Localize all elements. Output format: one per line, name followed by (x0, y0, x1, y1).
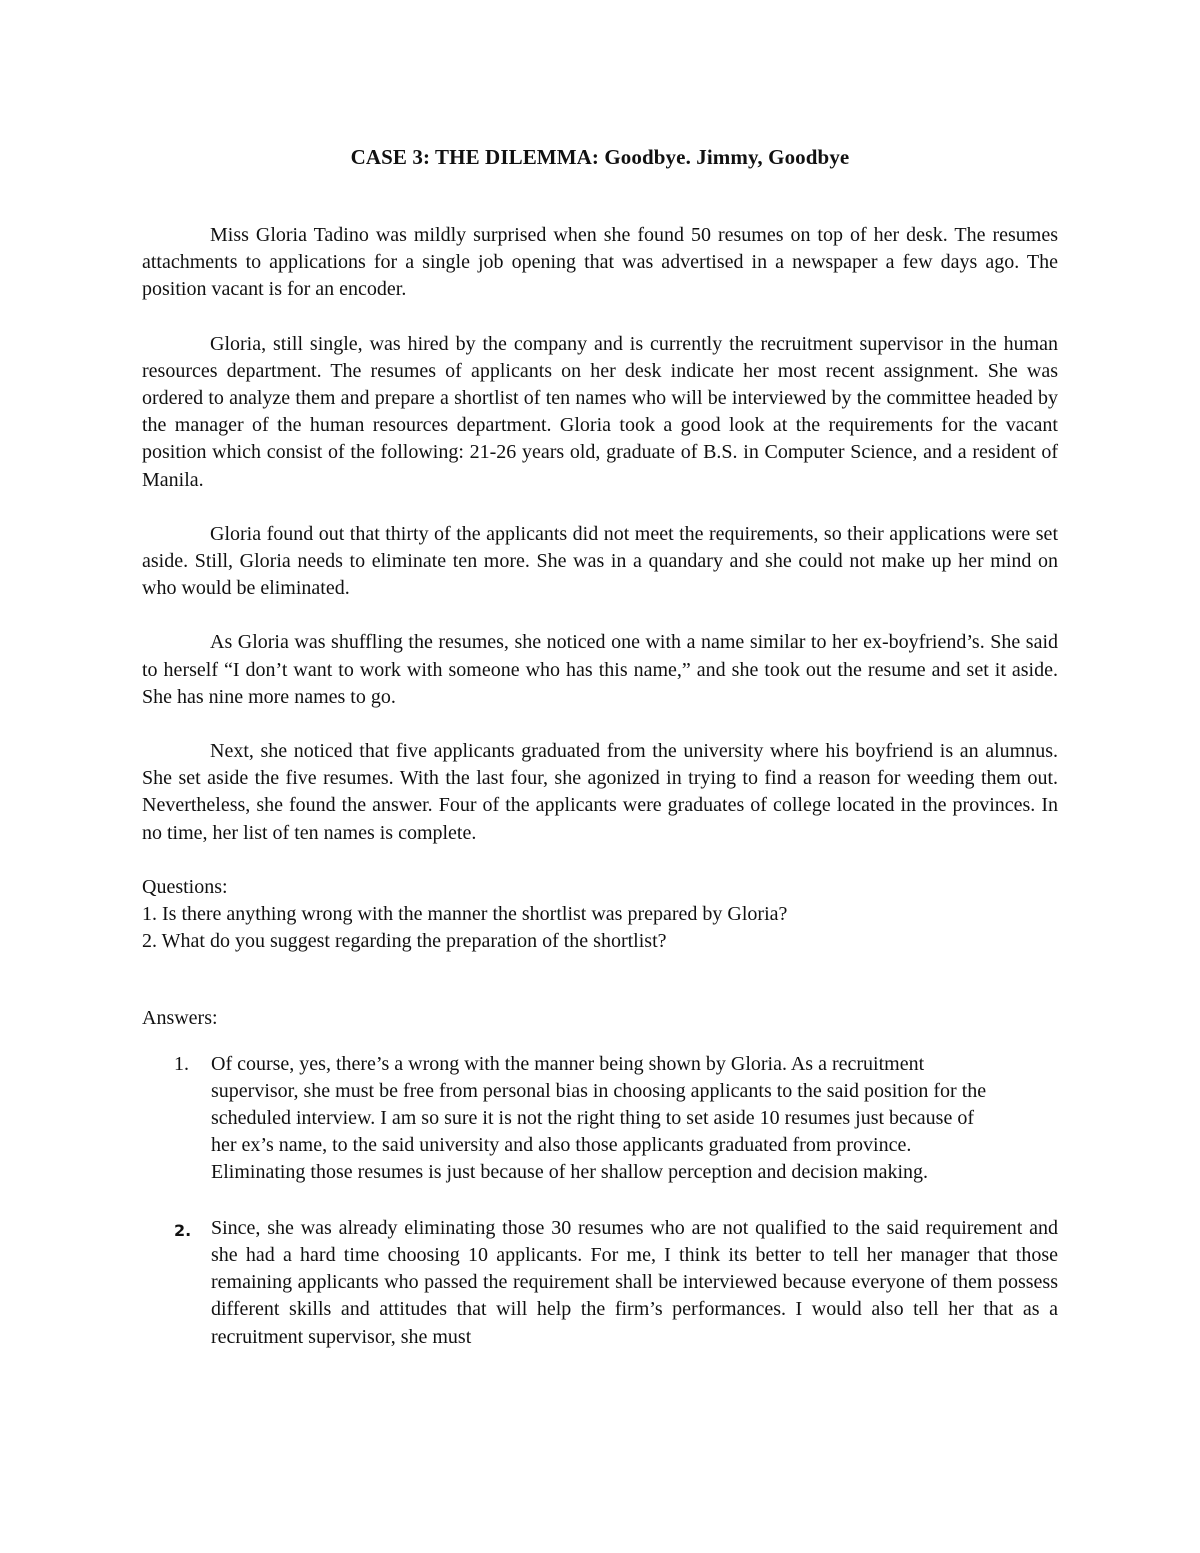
answers-label: Answers: (142, 1007, 218, 1030)
answer-2 (142, 1215, 1058, 1351)
questions-label: Questions: (142, 875, 228, 898)
paragraph-3: Gloria found out that thirty of the applicants did not meet the requirements, so their applications were set aside. Still, Gloria needs to eliminate ten more. She was in a quandary and she could not make up her mind on who would be eliminated. (142, 522, 1058, 600)
questions-section (142, 874, 1058, 956)
paragraph-1: Miss Gloria Tadino was mildly surprised when she found 50 resumes on top of her desk. The resumes attachments to applications for a single job opening that was advertised in a newspaper a few days ago. The position vacant is for an encoder. (142, 224, 1058, 301)
answer-1-text: Of course, yes, there’s a wrong with the manner being shown by Gloria. As a recruitment supervisor, she must be free from personal bias in choosing applicants to the said position for the scheduled interview. I am so sure it is not the right thing to set aside 10 resumes just because of her ex’s name, to the said university and also those applicants graduated from province. Eliminating those resumes is just because of her shallow perception and decision making. (211, 1052, 987, 1184)
answer-1-number: 1. (174, 1052, 189, 1075)
question-1: 1. Is there anything wrong with the manner the shortlist was prepared by Gloria? (142, 903, 788, 926)
document-body (142, 222, 1058, 1379)
answer-2-number: 2. (174, 1220, 192, 1240)
paragraph-4: As Gloria was shuffling the resumes, she noticed one with a name similar to her ex-boyfriend’s. She said to herself “I don’t want to work with someone who has this name,” and she took out the resume and set it aside. She has nine more names to go. (142, 631, 1058, 708)
paragraph-5: Next, she noticed that five applicants graduated from the university where his boyfriend is an alumnus. She set aside the five resumes. With the last four, she agonized in trying to find a reason for weeding them out. Nevertheless, she found the answer. Four of the applicants were graduates of college located in the provinces. In no time, her list of ten names is complete. (142, 740, 1058, 844)
question-2: 2. What do you suggest regarding the preparation of the shortlist? (142, 930, 667, 953)
answer-1 (142, 1051, 1058, 1187)
paragraph-2: Gloria, still single, was hired by the company and is currently the recruitment supervisor in the human resources department. The resumes of applicants on her desk indicate her most recent assignment. She was ordered to analyze them and prepare a shortlist of ten names who will be interviewed by the committee headed by the manager of the human resources department. Gloria took a good look at the requirements for the vacant position which consist of the following: 21-26 years old, graduate of B.S. in Computer Science, and a resident of Manila. (142, 332, 1058, 491)
document-title: CASE 3: THE DILEMMA: Goodbye. Jimmy, Goodbye (350, 145, 850, 169)
answer-2-text: Since, she was already eliminating those 30 resumes who are not qualified to the said requirement and she had a hard time choosing 10 applicants. For me, I think its better to tell her manager that those remaining applicants who passed the requirement shall be interviewed because everyone of them possess different skills and attitudes that will help the firm’s performances. I would also tell her that as a recruitment supervisor, she must (211, 1216, 1058, 1348)
answers-section (142, 1005, 1058, 1350)
